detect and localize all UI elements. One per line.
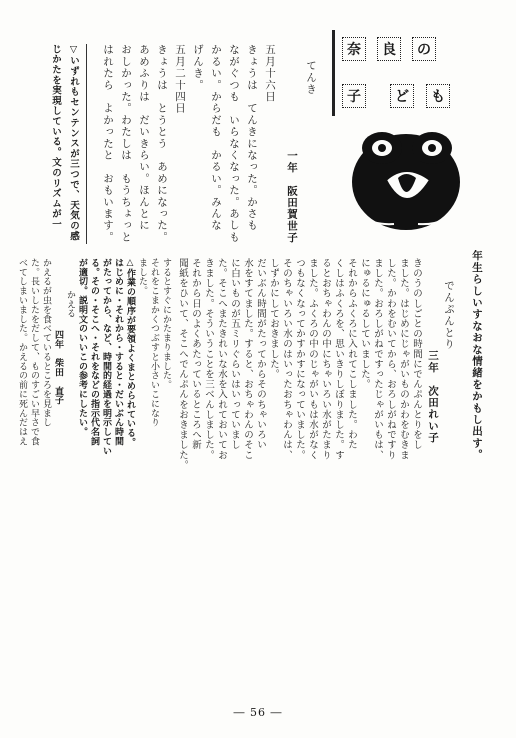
note2-line-4: △作業の順序が要領よくまとめられている。 <box>125 258 135 447</box>
article3-line-3: べてしまいました。かえるの前に死んだはえ <box>17 258 27 446</box>
article2-line-10: つもなくなってかすかすになっていました。 <box>294 258 305 460</box>
article1-author: 一年 阪田賀世子 <box>286 150 298 244</box>
article2-line-4: ました。おろしがねですったじゃがいもは、 <box>372 258 383 460</box>
article1-line-9: おしかった。わたしは もうちょっと <box>120 44 132 243</box>
article3-line-1: かえるが虫を食べているところを見まし <box>41 258 51 428</box>
article2-line-8: るとおちゃわんの中にちゃいろい水がたまり <box>320 258 331 460</box>
page-number: ― 56 ― <box>233 706 283 719</box>
note2-line-8: が適切。説明文のいいこの参考にしたい。 <box>77 258 87 437</box>
note2-line-2: それをこまかくつぶすと小さいこになり <box>149 258 159 428</box>
note2-line-7: る。その・そこへ・それをなどの指示代名詞 <box>89 258 99 446</box>
title-char-4: 子 <box>342 84 366 108</box>
article2-line-1: きのうのしごとの時間にでんぷんとりをし <box>411 258 422 450</box>
note2-line-3: ました。 <box>137 258 147 296</box>
note2-line-5: はじめに・それから・すると・だいぶん時間 <box>113 258 123 446</box>
note1-line-2: じかたを実現している。文のリズムが一 <box>50 44 61 230</box>
article2-author: 三年 次田れい子 <box>427 350 439 444</box>
title-char-6: も <box>426 84 450 108</box>
note1-rule <box>86 44 87 244</box>
article2-line-18: それから日のよくあたっているところへ新 <box>190 258 201 450</box>
article2-line-17: きました。そういうことを三べんしました。 <box>203 258 214 460</box>
frog-illustration <box>338 118 468 238</box>
article2-line-11: そのちゃいろい水のはいったおちゃわんは、 <box>281 258 292 460</box>
article2-line-2: ました。はじめにじゃがいものかわをむきま <box>398 258 409 460</box>
article3-author: 四年 柴田 直子 <box>53 330 63 406</box>
article2-line-19: 聞紙をひいて、そこへでんぷんをおきました。 <box>177 258 188 471</box>
article2-line-3: した。かわをむいてから、おろしがねですり <box>385 258 396 460</box>
article1-title: てんき <box>305 60 317 96</box>
note-top-line-1: 年生らしいすなおな情緒をかもし出す。 <box>471 250 483 461</box>
article1-line-8: あめふりは だいきらい。ほんとに <box>138 44 150 232</box>
article3-line-2: た。長いしたをだして、ものすごい早さで食 <box>29 258 39 446</box>
article1-line-2: きょうは てんきになった。かさも <box>246 44 258 232</box>
title-char-2: 良 <box>377 37 401 61</box>
note1-line-1: ▽いずれもセンテンスが三つで、天気の感 <box>68 44 79 242</box>
article1-line-1: 五月十六日 <box>264 44 276 103</box>
article2-line-9: ました。ふくろの中のじゃがいもは水がなく <box>307 258 318 460</box>
title-char-5: ど <box>390 84 414 108</box>
article1-line-6: 五月二十四日 <box>174 44 186 115</box>
article2-line-5: にゅるにゅるしていました。 <box>359 258 370 390</box>
title-char-3: の <box>412 37 436 61</box>
note2-line-1: するとすぐにかたまりました。 <box>161 258 171 390</box>
article1-line-7: きょうは とうとう あめになった。 <box>156 44 168 243</box>
article1-line-5: げんき。 <box>192 44 204 91</box>
article2-line-16: た。そこへまたきれいな水を入れておいてお <box>216 258 227 460</box>
article1-line-3: ながぐつも いらなくなった。あしも <box>228 44 240 243</box>
title-char-1: 奈 <box>342 37 366 61</box>
article2-line-12: しずかにしておきました。 <box>268 258 279 380</box>
article1-line-4: かるい。からだも かるい。みんな <box>210 44 222 232</box>
article2-line-6: それからふくろに入れてこしました。わた <box>346 258 357 450</box>
article2-line-15: に白いものが五ミリぐらいはいっていまし <box>229 258 240 450</box>
article2-line-14: 水をすてました。すると、おちゃわんのそこ <box>242 258 253 460</box>
article2-line-7: くしはふくろを、思いきりしぼりました。す <box>333 258 344 460</box>
article3-title: かえる <box>65 290 75 319</box>
article1-line-10: はれたら よかったと おもいます。 <box>102 44 114 243</box>
note2-line-6: がたってから、など、時間的経過を明示してい <box>101 258 111 456</box>
article2-line-13: だいぶん時間がたってからそのちゃいろい <box>255 258 266 450</box>
article2-title: でんぷんとり <box>443 280 455 351</box>
